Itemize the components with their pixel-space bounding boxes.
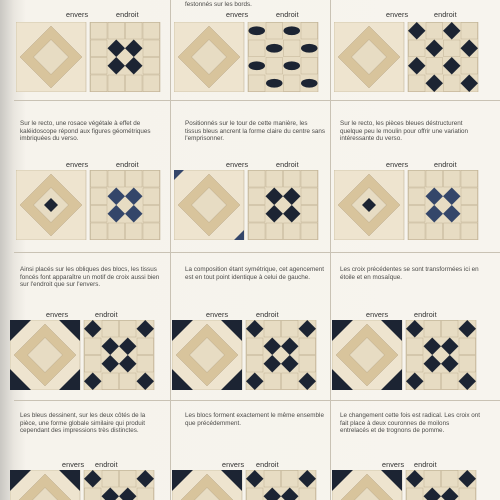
endroit-block — [246, 470, 316, 500]
label-endroit: endroit — [256, 310, 279, 319]
label-endroit: endroit — [434, 10, 457, 19]
label-envers: envers — [386, 160, 409, 169]
label-envers: envers — [226, 10, 249, 19]
label-envers: envers — [66, 160, 89, 169]
quilt-block-pair — [16, 22, 166, 92]
endroit-block — [408, 22, 478, 92]
label-endroit: endroit — [276, 160, 299, 169]
envers-block — [16, 170, 86, 240]
quilt-block-pair — [174, 170, 324, 240]
caption: Positionnés sur le tour de cette manière, les tissus bleus ancrent la forme claire du centre sans l'emprisonner. — [185, 120, 325, 143]
caption: Ainsi placés sur les obliques des blocs, les tissus foncés font apparaître un motif de croix aussi bien sur l'endroit que sur l'envers. — [20, 266, 160, 289]
label-endroit: endroit — [434, 160, 457, 169]
label-envers: envers — [222, 460, 245, 469]
caption: Sur le recto, les pièces bleues déstructurent quelque peu le moulin pour offrir une variation intéressante du verso. — [340, 120, 469, 143]
envers-block — [334, 22, 404, 92]
endroit-block — [90, 22, 160, 92]
endroit-block — [408, 170, 478, 240]
caption: Le changement cette fois est radical. Les croix ont fait place à deux couronnes de moilons entrelacés et de trognons de pomme. — [340, 412, 481, 435]
column-divider — [170, 0, 171, 500]
endroit-block — [406, 470, 476, 500]
label-endroit: endroit — [95, 460, 118, 469]
envers-block — [174, 170, 244, 240]
label-endroit: endroit — [414, 310, 437, 319]
label-envers: envers — [206, 310, 229, 319]
quilt-block-pair — [10, 320, 160, 390]
envers-block — [334, 170, 404, 240]
label-envers: envers — [366, 310, 389, 319]
label-envers: envers — [382, 460, 405, 469]
envers-block — [10, 470, 80, 500]
quilt-block-pair — [16, 170, 166, 240]
quilt-block-pair — [172, 470, 322, 500]
quilt-block-pair — [334, 22, 484, 92]
endroit-block — [84, 470, 154, 500]
quilt-block-pair — [174, 22, 324, 92]
envers-block — [172, 470, 242, 500]
caption: La composition étant symétrique, cet agencement est en tout point identique à celui de gauche. — [185, 266, 324, 281]
quilt-block-pair — [10, 470, 160, 500]
quilt-block-pair — [332, 470, 482, 500]
label-envers: envers — [66, 10, 89, 19]
label-endroit: endroit — [414, 460, 437, 469]
caption: Les blocs forment exactement le même ensemble que précédemment. — [185, 412, 324, 427]
row-divider — [14, 252, 500, 253]
endroit-block — [90, 170, 160, 240]
label-endroit: endroit — [116, 10, 139, 19]
caption: Sur le recto, une rosace végétale à effet de kaléidoscope répond aux figures géométriques imbriquées du verso. — [20, 120, 151, 143]
row-divider — [14, 100, 500, 101]
row-divider — [14, 400, 500, 401]
label-envers: envers — [62, 460, 85, 469]
caption: festonnés sur les bords. — [185, 1, 252, 8]
endroit-block — [248, 170, 318, 240]
quilt-block-pair — [334, 170, 484, 240]
quilt-block-pair — [332, 320, 482, 390]
endroit-block — [248, 22, 318, 92]
endroit-block — [406, 320, 476, 390]
quilt-block-pair — [172, 320, 322, 390]
label-envers: envers — [386, 10, 409, 19]
envers-block — [332, 470, 402, 500]
envers-block — [16, 22, 86, 92]
label-endroit: endroit — [276, 10, 299, 19]
envers-block — [174, 22, 244, 92]
label-endroit: endroit — [116, 160, 139, 169]
label-envers: envers — [226, 160, 249, 169]
caption: Les bleus dessinent, sur les deux côtés de la pièce, une forme globale similaire qui produit cependant des impressions très distinctes. — [20, 412, 146, 435]
endroit-block — [246, 320, 316, 390]
column-divider — [330, 0, 331, 500]
endroit-block — [84, 320, 154, 390]
envers-block — [10, 320, 80, 390]
envers-block — [332, 320, 402, 390]
envers-block — [172, 320, 242, 390]
label-envers: envers — [46, 310, 69, 319]
label-endroit: endroit — [256, 460, 279, 469]
label-endroit: endroit — [95, 310, 118, 319]
caption: Les croix précédentes se sont transformées ici en étoile et en mosaïque. — [340, 266, 479, 281]
